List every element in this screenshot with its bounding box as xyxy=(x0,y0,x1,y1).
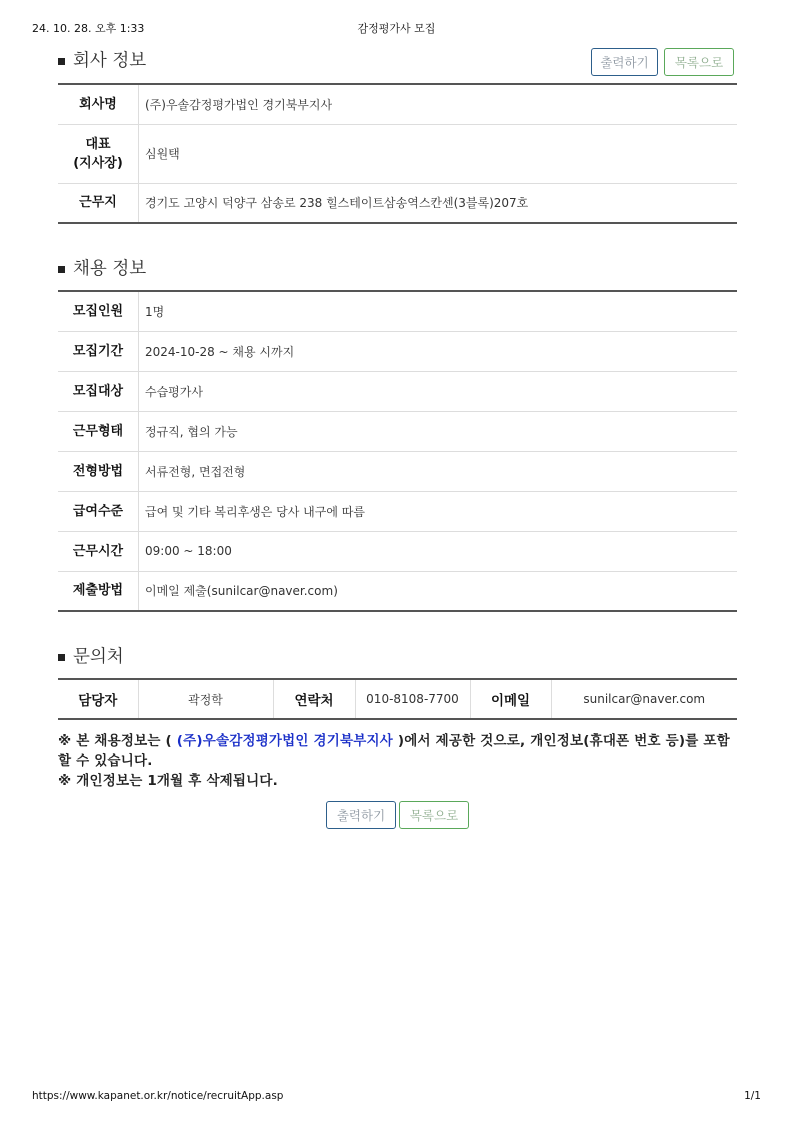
table-row xyxy=(58,371,737,411)
table-row xyxy=(58,411,737,451)
square-bullet-icon xyxy=(58,266,65,273)
contact-table xyxy=(58,678,737,720)
row-value: 수습평가사 xyxy=(139,371,738,411)
notice-line-1 xyxy=(58,731,737,771)
row-label: 모집대상 xyxy=(58,371,139,411)
row-label: 근무시간 xyxy=(58,531,139,571)
row-label: 대표 (지사장) xyxy=(58,124,139,183)
email-label: 이메일 xyxy=(470,679,551,719)
notice-text xyxy=(58,731,737,791)
table-row xyxy=(58,84,737,124)
notice-company: (주)우솔감정평가법인 경기북부지사 xyxy=(176,733,394,749)
recruit-section-title xyxy=(58,255,146,280)
notice-line-2: ※ 개인정보는 1개월 후 삭제됩니다. xyxy=(58,773,278,789)
notice-prefix: ※ 본 채용정보는 ( xyxy=(58,733,177,749)
table-row xyxy=(58,291,737,331)
table-row xyxy=(58,183,737,223)
contact-section-title xyxy=(58,643,124,668)
email-value: sunilcar@naver.com xyxy=(583,692,706,706)
list-button-bottom[interactable]: 목록으로 xyxy=(399,801,469,829)
phone-value: 010-8108-7700 xyxy=(355,679,470,719)
table-row xyxy=(58,531,737,571)
company-section-title xyxy=(58,47,146,72)
recruit-section-title-text: 채용 정보 xyxy=(73,259,147,279)
page-number: 1/1 xyxy=(744,1090,761,1102)
table-row xyxy=(58,491,737,531)
row-value: 정규직, 협의 가능 xyxy=(139,411,738,451)
row-value: 급여 및 기타 복리후생은 당사 내구에 따름 xyxy=(139,491,738,531)
table-row xyxy=(58,571,737,611)
row-value: (주)우솔감정평가법인 경기북부지사 xyxy=(139,84,738,124)
list-button-top[interactable]: 목록으로 xyxy=(664,48,734,76)
square-bullet-icon xyxy=(58,58,65,65)
phone-label: 연락처 xyxy=(273,679,355,719)
company-info-table xyxy=(58,83,737,224)
row-label: 전형방법 xyxy=(58,451,139,491)
table-row xyxy=(58,124,737,183)
row-value: 09:00 ~ 18:00 xyxy=(139,531,738,571)
print-footer xyxy=(32,1090,761,1104)
company-section-title-text: 회사 정보 xyxy=(73,51,147,71)
row-label: 근무지 xyxy=(58,183,139,223)
row-value: 1명 xyxy=(139,291,738,331)
contact-section-title-text: 문의처 xyxy=(73,647,124,667)
row-label: 근무형태 xyxy=(58,411,139,451)
square-bullet-icon xyxy=(58,654,65,661)
print-button-top[interactable]: 출력하기 xyxy=(591,48,658,76)
notice-suffix: )에서 제공한 것으로, 개인정보(휴대폰 번호 등)를 포함할 수 있습니다. xyxy=(58,733,730,769)
manager-label: 담당자 xyxy=(58,679,138,719)
row-label: 제출방법 xyxy=(58,571,139,611)
document-title: 감정평가사 모집 xyxy=(357,22,436,35)
row-value: 2024-10-28 ~ 채용 시까지 xyxy=(139,331,738,371)
print-button-bottom[interactable]: 출력하기 xyxy=(326,801,396,829)
print-header xyxy=(32,20,761,36)
row-label: 모집기간 xyxy=(58,331,139,371)
page-url: https://www.kapanet.or.kr/notice/recruitApp.asp xyxy=(32,1090,284,1102)
row-label: 급여수준 xyxy=(58,491,139,531)
print-date: 24. 10. 28. 오후 1:33 xyxy=(32,22,145,35)
row-value: 심원택 xyxy=(139,124,738,183)
row-label: 모집인원 xyxy=(58,291,139,331)
recruit-info-table xyxy=(58,290,737,612)
row-value: 경기도 고양시 덕양구 삼송로 238 힐스테이트삼송역스칸센(3블록)207호 xyxy=(145,196,529,211)
manager-value: 곽정학 xyxy=(138,679,273,719)
row-label: 회사명 xyxy=(58,84,139,124)
row-value: 서류전형, 면접전형 xyxy=(139,451,738,491)
table-row xyxy=(58,451,737,491)
row-value: 이메일 제출(sunilcar@naver.com) xyxy=(145,584,338,599)
table-row xyxy=(58,679,737,719)
table-row xyxy=(58,331,737,371)
